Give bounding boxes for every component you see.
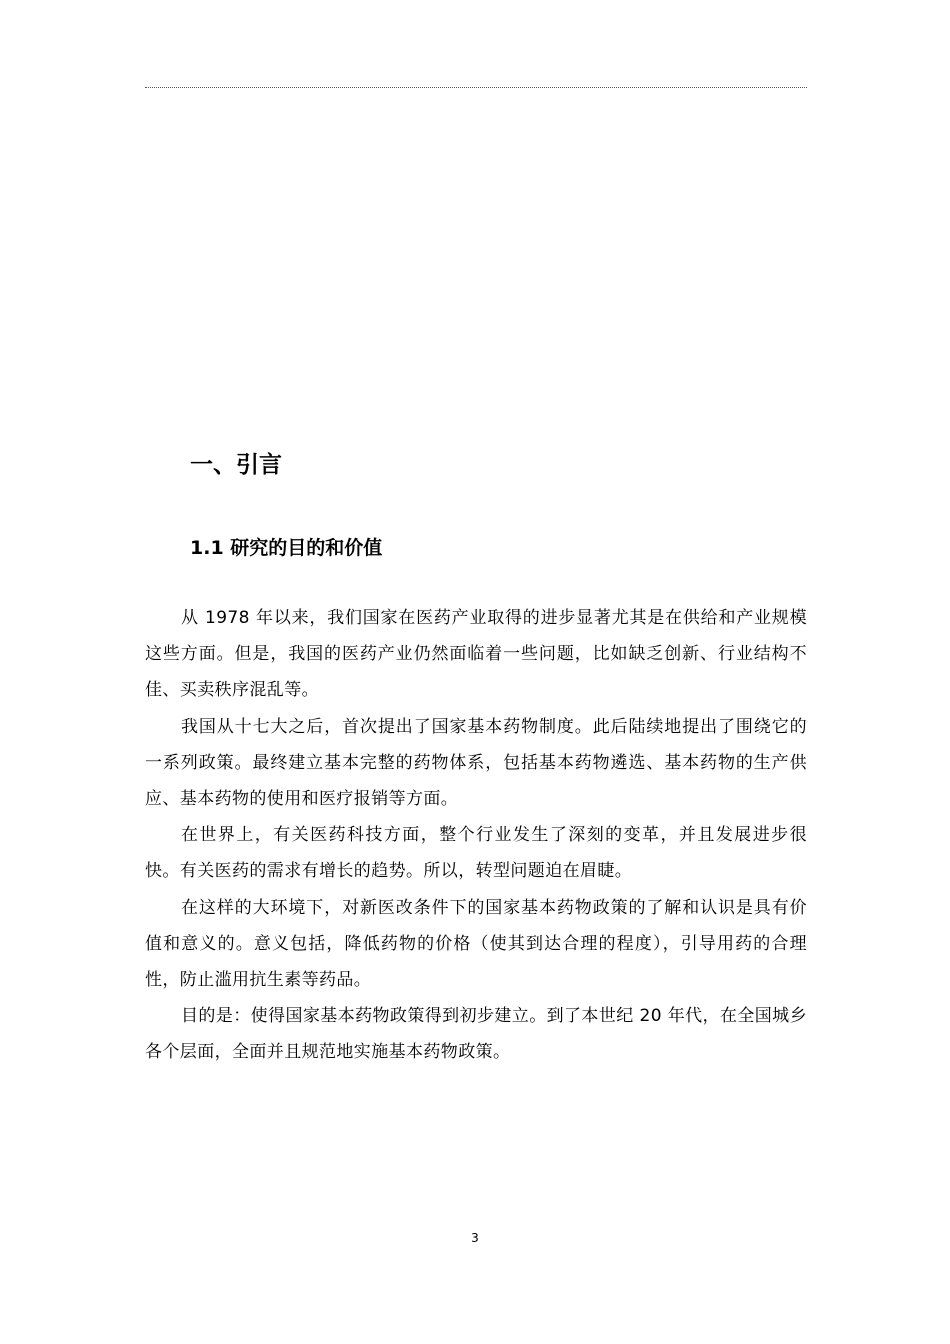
paragraph: 我国从十七大之后，首次提出了国家基本药物制度。此后陆续地提出了围绕它的一系列政策。最终建立基本完整的药物体系，包括基本药物遴选、基本药物的生产供应、基本药物的使用和医疗报销等方面。	[145, 716, 807, 810]
header-rule	[145, 87, 807, 88]
paragraph: 从 1978 年以来，我们国家在医药产业取得的进步显著尤其是在供给和产业规模这些方面。但是，我国的医药产业仍然面临着一些问题，比如缺乏创新、行业结构不佳、买卖秩序混乱等。	[145, 608, 807, 701]
paragraph: 目的是：使得国家基本药物政策得到初步建立。到了本世纪 20 年代，在全国城乡各个层面，全面并且规范地实施基本药物政策。	[145, 1006, 807, 1063]
body-text	[145, 600, 807, 1071]
paragraph: 在这样的大环境下，对新医改条件下的国家基本药物政策的了解和认识是具有价值和意义的。意义包括，降低药物的价格（使其到达合理的程度），引导用药的合理性，防止滥用抗生素等药品。	[145, 897, 807, 991]
page-number: 3	[471, 1231, 479, 1245]
subsection-heading: 1.1 研究的目的和价值	[190, 537, 383, 559]
paragraph: 在世界上，有关医药科技方面，整个行业发生了深刻的变革，并且发展进步很快。有关医药的需求有增长的趋势。所以，转型问题迫在眉睫。	[145, 825, 807, 882]
section-heading: 一、引言	[190, 452, 282, 478]
